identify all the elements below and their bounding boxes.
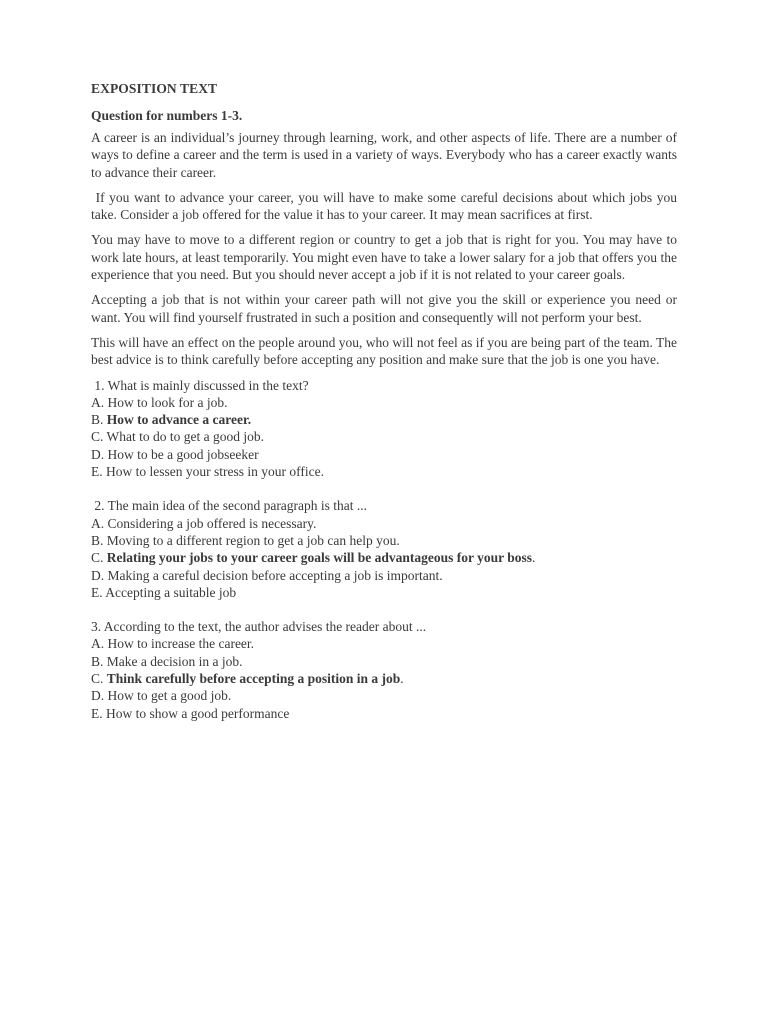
paragraph-1: A career is an individual’s journey through learning, work, and other aspects of life. There are a number of ways to define a career and the term is used in a variety of ways. Everybody who has a career exactly wants to advance their career. bbox=[91, 130, 677, 180]
spacer bbox=[91, 601, 677, 618]
question-2-option-e bbox=[91, 584, 677, 601]
option-text: How to get a good job. bbox=[107, 688, 232, 704]
option-text: What to do to get a good job. bbox=[106, 429, 264, 445]
question-1-option-b bbox=[91, 411, 677, 428]
option-suffix: . bbox=[400, 671, 404, 687]
option-prefix: B. bbox=[91, 653, 107, 669]
option-prefix: B. bbox=[91, 412, 107, 428]
document-page bbox=[91, 80, 681, 722]
option-prefix: B. bbox=[91, 532, 107, 548]
answer-text: How to advance a career. bbox=[106, 412, 252, 428]
question-3-option-d bbox=[91, 687, 677, 704]
option-text: How to lessen your stress in your office. bbox=[106, 464, 324, 480]
question-3-stem: 3. According to the text, the author advises the reader about ... bbox=[91, 619, 427, 635]
option-suffix: . bbox=[532, 550, 536, 566]
question-1-stem: 1. What is mainly discussed in the text? bbox=[91, 377, 309, 393]
question-2 bbox=[91, 497, 677, 601]
option-prefix: C. bbox=[91, 429, 107, 445]
option-text: How to be a good jobseeker bbox=[107, 446, 259, 462]
question-3-option-a bbox=[91, 635, 677, 652]
question-2-option-a bbox=[91, 515, 677, 532]
question-1-option-a bbox=[91, 394, 677, 411]
document-title: EXPOSITION TEXT bbox=[91, 81, 218, 96]
question-range-heading: Question for numbers 1-3. bbox=[91, 108, 243, 123]
question-3-option-c bbox=[91, 670, 677, 687]
question-3-option-b bbox=[91, 653, 677, 670]
paragraph-3: You may have to move to a different region or country to get a job that is right for you. You may have to work late hours, at least temporarily. You might even have to take a lower salary for a job that offers you the experience that you need. But you should never accept a job if it is not related to your career goals. bbox=[91, 232, 677, 283]
question-2-option-b bbox=[91, 532, 677, 549]
option-prefix: E. bbox=[91, 584, 106, 600]
option-prefix: A. bbox=[91, 515, 108, 531]
option-text: Accepting a suitable job bbox=[105, 584, 237, 600]
question-1-option-c bbox=[91, 428, 677, 445]
option-text: How to show a good performance bbox=[106, 705, 290, 721]
option-prefix: E. bbox=[91, 464, 106, 480]
question-2-option-d bbox=[91, 567, 677, 584]
option-prefix: D. bbox=[91, 688, 108, 704]
question-1-option-e bbox=[91, 463, 677, 480]
paragraph-2: If you want to advance your career, you will have to make some careful decisions about which jobs you take. Consider a job offered for the value it has to your career. It may mean sacrifices at first. bbox=[91, 189, 681, 223]
option-prefix: C. bbox=[91, 671, 107, 687]
option-text: Making a careful decision before accepting a job is important. bbox=[107, 567, 443, 583]
question-1-option-d bbox=[91, 446, 677, 463]
option-prefix: D. bbox=[91, 567, 108, 583]
question-3 bbox=[91, 618, 677, 722]
option-text: Make a decision in a job. bbox=[106, 653, 243, 669]
option-prefix: D. bbox=[91, 446, 108, 462]
question-3-option-e bbox=[91, 705, 677, 722]
option-prefix: C. bbox=[91, 550, 107, 566]
question-2-stem: 2. The main idea of the second paragraph is that ... bbox=[91, 498, 368, 514]
question-1 bbox=[91, 377, 677, 481]
question-2-option-c bbox=[91, 549, 677, 566]
paragraph-5: This will have an effect on the people around you, who will not feel as if you are being part of the team. The best advice is to think carefully before accepting any position and make sure that the job is one you have. bbox=[91, 334, 677, 368]
option-text: Considering a job offered is necessary. bbox=[107, 515, 317, 531]
option-text: Moving to a different region to get a job can help you. bbox=[106, 532, 400, 548]
spacer bbox=[91, 480, 677, 497]
option-text: How to increase the career. bbox=[107, 636, 255, 652]
option-prefix: A. bbox=[91, 636, 108, 652]
option-prefix: A. bbox=[91, 394, 108, 410]
option-prefix: E. bbox=[91, 705, 106, 721]
option-text: How to look for a job. bbox=[107, 394, 228, 410]
paragraph-4: Accepting a job that is not within your career path will not give you the skill or experience you need or want. You will find yourself frustrated in such a position and consequently will not perform your best. bbox=[91, 292, 677, 325]
answer-text: Think carefully before accepting a position in a job bbox=[106, 671, 401, 687]
answer-text: Relating your jobs to your career goals will be advantageous for your boss bbox=[106, 550, 533, 566]
